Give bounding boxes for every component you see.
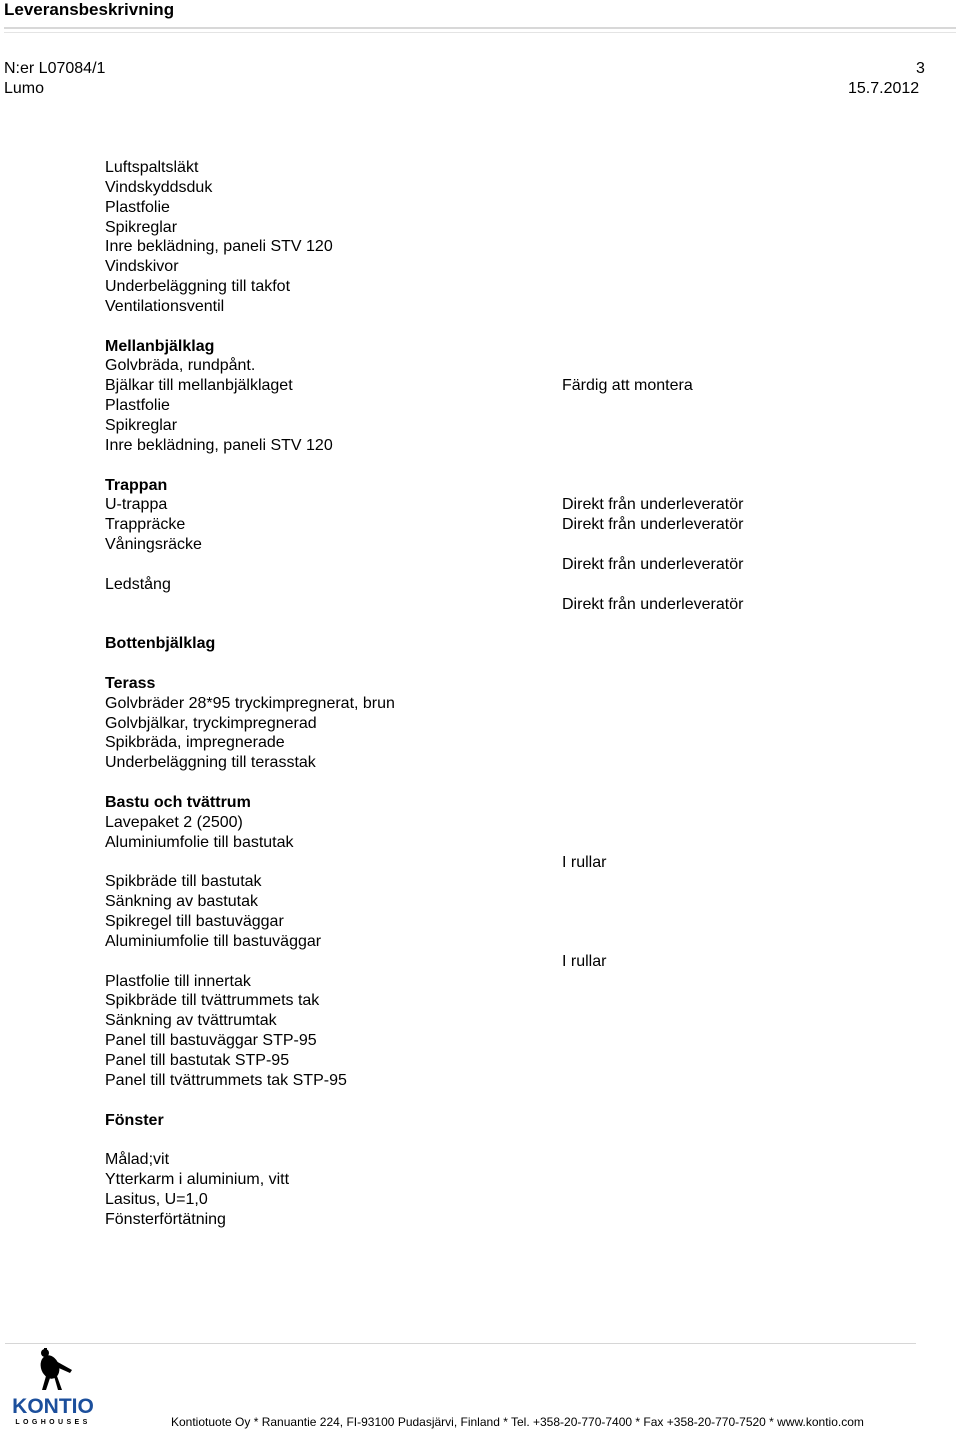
section-heading: Terass [105,674,156,692]
list-item: Inre beklädning, paneli STV 120 [105,436,333,454]
list-item: Ytterkarm i aluminium, vitt [105,1171,290,1189]
bear-icon [37,1348,72,1390]
delivery-item-list [105,158,625,1230]
company-contact-line: Kontiotuote Oy * Ranuantie 224, FI-93100 Pudasjärvi, Finland * Tel. +358-20-770-7400 * Fax +358-20-770-7520 * www.kontio.com [171,1415,864,1429]
document-date: 15.7.2012 [848,80,920,97]
list-item: Målad;vit [105,1151,170,1169]
list-item: Inre beklädning, paneli STV 120 [105,238,333,256]
spacer-row [105,555,625,575]
house-model-name: Lumo [4,80,45,97]
footer-divider [5,1343,916,1344]
page-number: 3 [916,60,925,77]
delivery-note: I rullar [562,853,607,871]
spacer-row [105,614,625,634]
spacer-row [105,456,625,476]
document-number: N:er L07084/1 [4,60,106,77]
list-item: Golvbjälkar, tryckimpregnerad [105,714,317,732]
list-item: Ledstång [105,575,171,593]
spacer-row [105,1130,625,1150]
list-item: Lavepaket 2 (2500) [105,813,243,831]
list-item: Våningsräcke [105,536,202,554]
list-item: Golvbräder 28*95 tryckimpregnerat, brun [105,694,395,712]
spacer-row [105,654,625,674]
list-item: Aluminiumfolie till bastutak [105,833,294,851]
document-title: Leveransbeskrivning [4,0,175,19]
list-item: Luftspaltsläkt [105,159,199,176]
list-item: Sänkning av bastutak [105,893,258,911]
header-divider [4,27,956,33]
logo-wordmark: KONTIO [12,1395,94,1418]
list-item: Spikreglar [105,218,178,236]
list-item: Bjälkar till mellanbjälklaget [105,377,293,395]
delivery-note: Direkt från underleveratör [562,556,744,573]
list-item: Golvbräda, rundpånt. [105,357,256,375]
section-heading: Mellanbjälklag [105,337,215,355]
list-item: Ventilationsventil [105,297,225,315]
logo-subtext: LOGHOUSES [15,1419,91,1426]
list-item: Plastfolie till innertak [105,972,251,990]
delivery-note: Direkt från underleveratör [562,496,744,514]
list-item: Panel till bastutak STP-95 [105,1051,290,1069]
delivery-note: Direkt från underleveratör [562,595,744,613]
list-item: Spikregel till bastuväggar [105,913,284,931]
section-heading: Fönster [105,1111,164,1129]
list-item: Spikbräda, impregnerade [105,734,285,752]
list-item: Spikreglar [105,416,178,434]
list-item: Underbeläggning till takfot [105,278,291,296]
section-heading: Bottenbjälklag [105,635,216,653]
spacer-row [105,317,625,337]
delivery-note: Färdig att montera [562,377,693,395]
spacer-row [105,595,625,615]
section-heading: Bastu och tvättrum [105,794,251,811]
spacer-row [105,853,625,873]
kontio-logo [0,1346,106,1426]
list-item: Panel till tvättrummets tak STP-95 [105,1071,347,1089]
list-item: Plastfolie [105,397,170,415]
spacer-row [105,1091,625,1111]
list-item: Spikbräde till bastutak [105,873,262,891]
list-item: Sänkning av tvättrumtak [105,1012,277,1030]
list-item: U-trappa [105,496,168,514]
list-item: Vindskyddsduk [105,178,213,196]
list-item: Panel till bastuväggar STP-95 [105,1032,317,1050]
list-item: Lasitus, U=1,0 [105,1190,208,1208]
delivery-note: Direkt från underleveratör [562,516,744,534]
list-item: Underbeläggning till terasstak [105,754,316,772]
list-item: Fönsterförtätning [105,1210,226,1228]
spacer-row [105,952,625,972]
list-item: Trappräcke [105,516,186,534]
list-item: Spikbräde till tvättrummets tak [105,992,320,1010]
list-item: Plastfolie [105,198,170,216]
list-item: Vindskivor [105,258,179,276]
section-heading: Trappan [105,476,168,494]
delivery-note: I rullar [562,953,607,970]
spacer-row [105,773,625,793]
list-item: Aluminiumfolie till bastuväggar [105,932,322,950]
